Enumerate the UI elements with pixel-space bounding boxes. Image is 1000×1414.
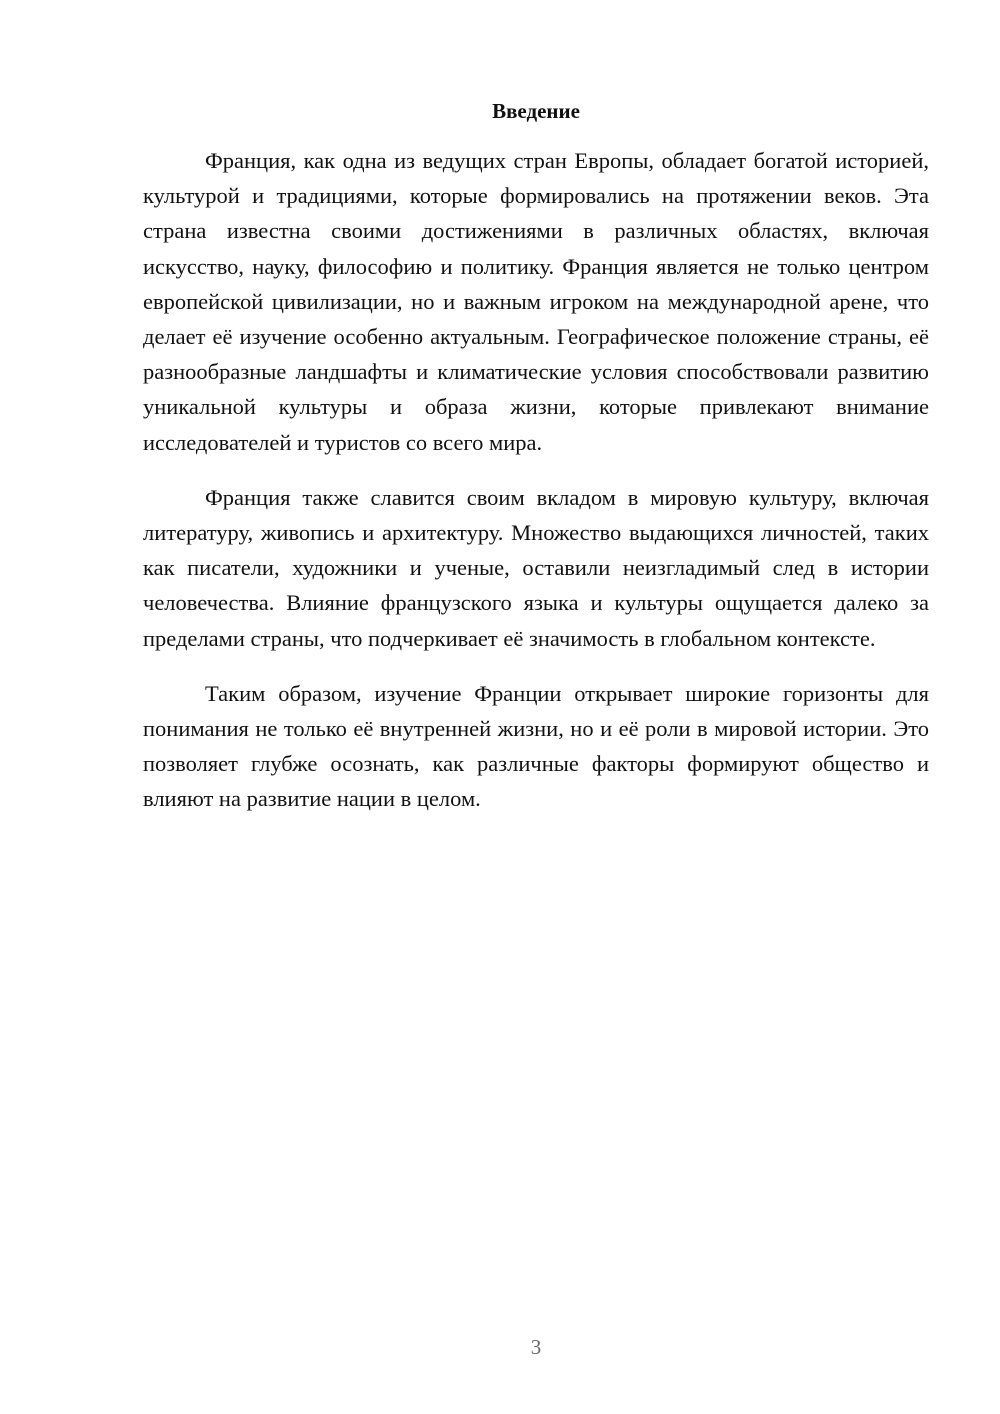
page-content bbox=[143, 96, 929, 837]
paragraph-3: Таким образом, изучение Франции открывает широкие горизонты для понимания не только её внутренней жизни, но и её роли в мировой истории. Это позволяет глубже осознать, как различные факторы формируют общество и влияют на развитие нации в целом. bbox=[143, 680, 929, 812]
paragraph-2: Франция также славится своим вкладом в мировую культуру, включая литературу, живопись и архитектуру. Множество выдающихся личностей, таких как писатели, художники и ученые, оставили неизгладимый след в истории человечества. Влияние французского языка и культуры ощущается далеко за пределами страны, что подчеркивает её значимость в глобальном контексте. bbox=[143, 484, 929, 651]
paragraph-1: Франция, как одна из ведущих стран Европы, обладает богатой историей, культурой и традициями, которые формировались на протяжении веков. Эта страна известна своими достижениями в различных областях, включая искусство, науку, философию и политику. Франция является не только центром европейской цивилизации, но и важным игроком на международной арене, что делает её изучение особенно актуальным. Географическое положение страны, её разнообразные ландшафты и климатические условия способствовали развитию уникальной культуры и образа жизни, которые привлекают внимание исследователей и туристов со всего мира. bbox=[143, 148, 929, 455]
page-title: Введение bbox=[492, 99, 580, 123]
page-number: 3 bbox=[530, 1335, 542, 1359]
